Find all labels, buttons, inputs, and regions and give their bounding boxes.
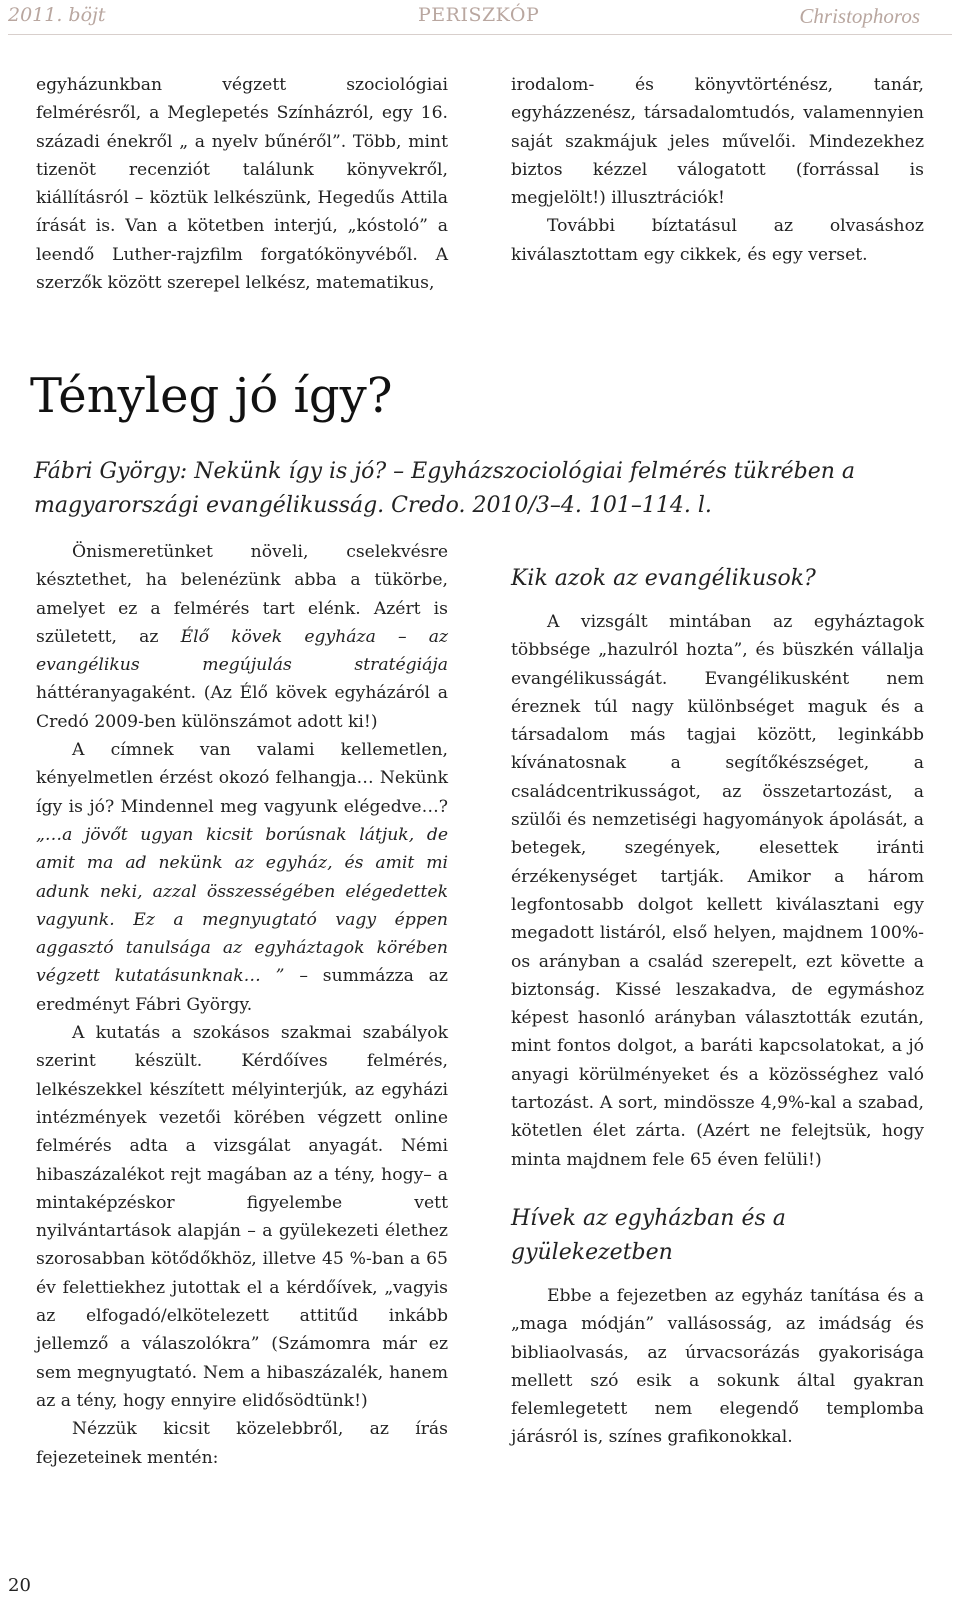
intro-right-paragraph-2: További bíztatásul az olvasáshoz kiválasztottam egy cikkek, és egy verset. (511, 216, 924, 265)
section-heading-evangelicals: Kik azok az evangélikusok? (511, 566, 816, 591)
article-paragraph-2: A címnek van valami kellemetlen, kényelmetlen érzést okozó felhangja… Nekünk így is jó? Mindennel meg vagyunk elégedve…? „…a jövőt ugyan kicsit borúsnak látjuk, de amit ma ad nekünk az egyház, és amit mi adunk neki, azzal összességében elégedettek vagyunk. Ez a megnyugtató vagy éppen aggasztó tanulsága az egyháztagok körében végzett kutatásunknak… ” – summázza az eredményt Fábri György. (36, 740, 448, 1015)
article-paragraph-4: Nézzük kicsit közelebbről, az írás fejezeteinek mentén: (36, 1419, 448, 1468)
article-paragraph-1: Önismeretünket növeli, cselekvésre késztethet, ha belenézünk abba a tükörbe, amelyet ez a felmérés tart elénk. Azért is született, az Élő kövek egyháza – az evangélikus megújulás stratégiája háttéranyagaként. (Az Élő kövek egyházáról a Credó 2009-ben különszámot adott ki!) (36, 542, 449, 732)
intro-left-paragraph: egyházunkban végzett szociológiai felmérésről, a Meglepetés Színházról, egy 16. századi énekről „ a nyelv bűnéről”. Több, mint tizenöt recenziót találunk könyvekről, kiállításról – köztük lelkészünk, Hegedűs Attila írását is. Van a kötetben interjú, „kóstoló” a leendő Luther-rajzfilm forgatókönyvéből. A szerzők között szerepel lelkész, matematikus, (36, 75, 448, 294)
article-left-column (36, 538, 448, 1472)
section-text-believers: Ebbe a fejezetben az egyház tanítása és a „maga módján” vallásosság, az imádság és bibliaolvasás, az úrvacsorázás gyakorisága mellett szó esik a sokunk által gyakran felemlegetett nem elegendő templomba járásról is, színes grafikonokkal. (511, 1285, 924, 1448)
running-header (0, 0, 960, 30)
section-heading-believers: Hívek az egyházban és a gyülekezetben (511, 1205, 786, 1265)
article-right-column (511, 562, 924, 1452)
intro-right-paragraph-1: irodalom- és könyvtörténész, tanár, egyházzenész, társadalomtudós, valamennyien saját szakmájuk jeles művelői. Mindezekhez biztos kézzel válogatott (forrással is megjelölt!) illusztrációk! (511, 75, 924, 209)
article-subtitle: Fábri György: Nekünk így is jó? – Egyházszociológiai felmérés tükrében a magyarországi evangélikusság. Credo. 2010/3–4. 101–114. l. (34, 459, 856, 518)
intro-left-column (36, 71, 448, 297)
intro-right-column (511, 71, 924, 269)
header-issue: 2011. böjt (8, 4, 106, 26)
section-text-evangelicals: A vizsgált mintában az egyháztagok többsége „hazulról hozta”, és büszkén vállalja evangélikusságát. Evangélikusként nem éreznek túl nagy különbséget maguk és a társadalom más tagjai között, leginkább kívánatosnak a segítőkészséget, a családcentrikusságot, az összetartozást, a szülői és nemzetiségi hagyományok ápolását, a betegek, szegények, elesettek iránti érzékenységet tartják. Amikor a három legfontosabb dolgot kellett kiválasztani egy megadott listáról, első helyen, majdnem 100%-os arányban a család szerepelt, ezt követte a biztonság. Kissé leszakadva, de egymáshoz képest hasonló arányban választották ezután, mint fontos dolgot, a baráti kapcsolatokat, a jó anyagi körülményeket és a közösséghez való tartozást. A sort, mindössze 4,9%-kal a szabad, kötetlen élet zárta. (Azért ne felejtsük, hogy minta majdnem fele 65 éven felüli!) (511, 612, 924, 1170)
header-rule (8, 34, 952, 35)
header-publication: Christophoros (799, 4, 920, 28)
article-title: Tényleg jó így? (30, 368, 393, 424)
header-magazine-title: PERISZKÓP (418, 4, 540, 26)
page-number: 20 (8, 1575, 31, 1596)
article-paragraph-3: A kutatás a szokásos szakmai szabályok szerint készült. Kérdőíves felmérés, lelkészekkel készített mélyinterjúk, az egyházi intézmények vezetői körében végzett online felmérés adta a vizsgálat anyagát. Némi hibaszázalékot rejt magában az a tény, hogy– a mintaképzéskor figyelembe vett nyilvántartások alapján – a gyülekezeti élethez szorosabban kötődőkhöz, illetve 45 %-ban a 65 év felettiekhez jutottak el a kérdőívek, „vagyis az elfogadó/elkötelezett attitűd inkább jellemző a válaszolókra” (Számomra már ez sem megnyugtató. Nem a hibaszázalék, hanem az a tény, hogy ennyire elidősödtünk!) (36, 1023, 448, 1411)
